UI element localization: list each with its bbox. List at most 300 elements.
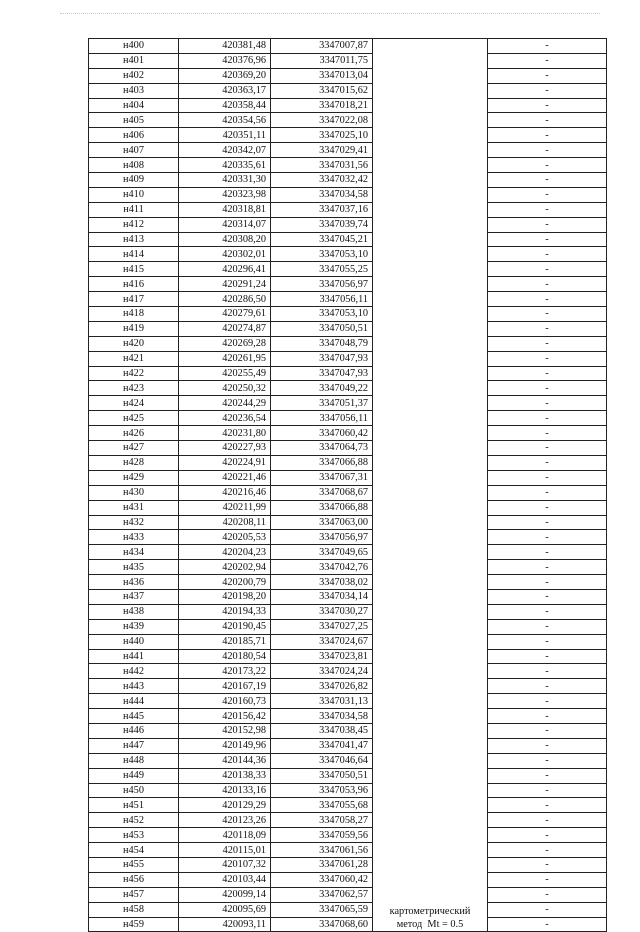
y-coordinate-cell: 3347038,45 [271,723,373,738]
y-coordinate-cell: 3347022,08 [271,113,373,128]
y-coordinate-cell: 3347056,97 [271,530,373,545]
y-coordinate-cell: 3347051,37 [271,396,373,411]
x-coordinate-cell: 420221,46 [179,470,271,485]
x-coordinate-cell: 420107,32 [179,857,271,872]
point-name-cell: н405 [89,113,179,128]
table-row [89,277,607,292]
y-coordinate-cell: 3347031,13 [271,694,373,709]
accuracy-cell: - [488,545,607,560]
accuracy-cell: - [488,530,607,545]
accuracy-cell: - [488,232,607,247]
x-coordinate-cell: 420180,54 [179,649,271,664]
point-name-cell: н404 [89,98,179,113]
point-name-cell: н428 [89,455,179,470]
table-row [89,187,607,202]
point-name-cell: н439 [89,619,179,634]
y-coordinate-cell: 3347068,67 [271,485,373,500]
point-name-cell: н423 [89,381,179,396]
y-coordinate-cell: 3347055,68 [271,798,373,813]
x-coordinate-cell: 420244,29 [179,396,271,411]
point-name-cell: н438 [89,604,179,619]
accuracy-cell: - [488,872,607,887]
point-name-cell: н426 [89,426,179,441]
y-coordinate-cell: 3347053,10 [271,307,373,322]
table-row [89,83,607,98]
method-label-line1: картометрический [389,906,471,918]
table-row [89,455,607,470]
x-coordinate-cell: 420261,95 [179,351,271,366]
accuracy-cell: - [488,560,607,575]
x-coordinate-cell: 420123,26 [179,813,271,828]
y-coordinate-cell: 3347050,51 [271,321,373,336]
x-coordinate-cell: 420118,09 [179,828,271,843]
y-coordinate-cell: 3347041,47 [271,738,373,753]
point-name-cell: н431 [89,500,179,515]
point-name-cell: н421 [89,351,179,366]
y-coordinate-cell: 3347059,56 [271,828,373,843]
point-name-cell: н401 [89,53,179,68]
point-name-cell: н434 [89,545,179,560]
accuracy-cell: - [488,857,607,872]
point-name-cell: н451 [89,798,179,813]
table-row [89,872,607,887]
x-coordinate-cell: 420224,91 [179,455,271,470]
x-coordinate-cell: 420173,22 [179,664,271,679]
accuracy-cell: - [488,604,607,619]
method-cell [373,39,488,932]
y-coordinate-cell: 3347058,27 [271,813,373,828]
accuracy-cell: - [488,649,607,664]
accuracy-cell: - [488,843,607,858]
table-row [89,113,607,128]
table-row [89,68,607,83]
point-name-cell: н419 [89,321,179,336]
x-coordinate-cell: 420138,33 [179,768,271,783]
accuracy-cell: - [488,679,607,694]
accuracy-cell: - [488,828,607,843]
table-row [89,143,607,158]
y-coordinate-cell: 3347056,11 [271,292,373,307]
x-coordinate-cell: 420354,56 [179,113,271,128]
y-coordinate-cell: 3347018,21 [271,98,373,113]
accuracy-cell: - [488,426,607,441]
point-name-cell: н444 [89,694,179,709]
y-coordinate-cell: 3347034,58 [271,709,373,724]
point-name-cell: н433 [89,530,179,545]
table-row [89,902,607,917]
table-row [89,292,607,307]
x-coordinate-cell: 420318,81 [179,202,271,217]
accuracy-cell: - [488,53,607,68]
y-coordinate-cell: 3347061,28 [271,857,373,872]
accuracy-cell: - [488,902,607,917]
point-name-cell: н443 [89,679,179,694]
accuracy-cell: - [488,694,607,709]
point-name-cell: н447 [89,738,179,753]
x-coordinate-cell: 420286,50 [179,292,271,307]
point-name-cell: н420 [89,336,179,351]
table-row [89,366,607,381]
y-coordinate-cell: 3347060,42 [271,426,373,441]
y-coordinate-cell: 3347064,73 [271,441,373,456]
point-name-cell: н441 [89,649,179,664]
y-coordinate-cell: 3347061,56 [271,843,373,858]
x-coordinate-cell: 420211,99 [179,500,271,515]
accuracy-cell: - [488,783,607,798]
x-coordinate-cell: 420099,14 [179,887,271,902]
table-row [89,336,607,351]
point-name-cell: н454 [89,843,179,858]
accuracy-cell: - [488,664,607,679]
accuracy-cell: - [488,738,607,753]
method-label-line2: метод Mt = 0.5 [396,919,464,931]
table-row [89,813,607,828]
table-row [89,202,607,217]
x-coordinate-cell: 420200,79 [179,575,271,590]
accuracy-cell: - [488,589,607,604]
table-row [89,173,607,188]
point-name-cell: н457 [89,887,179,902]
y-coordinate-cell: 3347038,02 [271,575,373,590]
y-coordinate-cell: 3347030,27 [271,604,373,619]
x-coordinate-cell: 420115,01 [179,843,271,858]
point-name-cell: н410 [89,187,179,202]
x-coordinate-cell: 420369,20 [179,68,271,83]
table-row [89,530,607,545]
accuracy-cell: - [488,247,607,262]
point-name-cell: н406 [89,128,179,143]
accuracy-cell: - [488,485,607,500]
x-coordinate-cell: 420160,73 [179,694,271,709]
point-name-cell: н417 [89,292,179,307]
x-coordinate-cell: 420198,20 [179,589,271,604]
accuracy-cell: - [488,441,607,456]
accuracy-cell: - [488,217,607,232]
point-name-cell: н408 [89,158,179,173]
point-name-cell: н435 [89,560,179,575]
y-coordinate-cell: 3347053,10 [271,247,373,262]
x-coordinate-cell: 420314,07 [179,217,271,232]
table-row [89,604,607,619]
y-coordinate-cell: 3347025,10 [271,128,373,143]
x-coordinate-cell: 420231,80 [179,426,271,441]
table-row [89,53,607,68]
x-coordinate-cell: 420093,11 [179,917,271,932]
point-name-cell: н414 [89,247,179,262]
y-coordinate-cell: 3347027,25 [271,619,373,634]
x-coordinate-cell: 420133,16 [179,783,271,798]
y-coordinate-cell: 3347026,82 [271,679,373,694]
accuracy-cell: - [488,113,607,128]
x-coordinate-cell: 420204,23 [179,545,271,560]
accuracy-cell: - [488,158,607,173]
x-coordinate-cell: 420376,96 [179,53,271,68]
y-coordinate-cell: 3347056,11 [271,411,373,426]
point-name-cell: н456 [89,872,179,887]
table-row [89,575,607,590]
y-coordinate-cell: 3347032,42 [271,173,373,188]
y-coordinate-cell: 3347015,62 [271,83,373,98]
y-coordinate-cell: 3347042,76 [271,560,373,575]
accuracy-cell: - [488,366,607,381]
table-row [89,768,607,783]
point-name-cell: н449 [89,768,179,783]
y-coordinate-cell: 3347023,81 [271,649,373,664]
x-coordinate-cell: 420358,44 [179,98,271,113]
accuracy-cell: - [488,500,607,515]
table-row [89,426,607,441]
x-coordinate-cell: 420152,98 [179,723,271,738]
x-coordinate-cell: 420149,96 [179,738,271,753]
table-row [89,232,607,247]
y-coordinate-cell: 3347056,97 [271,277,373,292]
table-row [89,843,607,858]
x-coordinate-cell: 420236,54 [179,411,271,426]
point-name-cell: н448 [89,753,179,768]
x-coordinate-cell: 420129,29 [179,798,271,813]
point-name-cell: н422 [89,366,179,381]
y-coordinate-cell: 3347031,56 [271,158,373,173]
x-coordinate-cell: 420335,61 [179,158,271,173]
point-name-cell: н452 [89,813,179,828]
table-row [89,381,607,396]
table-row [89,396,607,411]
x-coordinate-cell: 420302,01 [179,247,271,262]
table-row [89,321,607,336]
accuracy-cell: - [488,68,607,83]
accuracy-cell: - [488,321,607,336]
y-coordinate-cell: 3347049,22 [271,381,373,396]
y-coordinate-cell: 3347011,75 [271,53,373,68]
x-coordinate-cell: 420144,36 [179,753,271,768]
accuracy-cell: - [488,768,607,783]
accuracy-cell: - [488,709,607,724]
y-coordinate-cell: 3347024,67 [271,634,373,649]
point-name-cell: н403 [89,83,179,98]
y-coordinate-cell: 3347063,00 [271,515,373,530]
accuracy-cell: - [488,98,607,113]
y-coordinate-cell: 3347065,59 [271,902,373,917]
point-name-cell: н459 [89,917,179,932]
point-name-cell: н453 [89,828,179,843]
table-row [89,649,607,664]
coordinates-table-body [89,39,607,932]
table-row [89,887,607,902]
table-row [89,664,607,679]
table-row [89,753,607,768]
y-coordinate-cell: 3347046,64 [271,753,373,768]
point-name-cell: н413 [89,232,179,247]
table-row [89,470,607,485]
point-name-cell: н440 [89,634,179,649]
table-row [89,515,607,530]
x-coordinate-cell: 420194,33 [179,604,271,619]
y-coordinate-cell: 3347034,58 [271,187,373,202]
point-name-cell: н409 [89,173,179,188]
accuracy-cell: - [488,381,607,396]
y-coordinate-cell: 3347024,24 [271,664,373,679]
x-coordinate-cell: 420185,71 [179,634,271,649]
x-coordinate-cell: 420331,30 [179,173,271,188]
y-coordinate-cell: 3347050,51 [271,768,373,783]
point-name-cell: н437 [89,589,179,604]
x-coordinate-cell: 420342,07 [179,143,271,158]
accuracy-cell: - [488,396,607,411]
accuracy-cell: - [488,262,607,277]
point-name-cell: н458 [89,902,179,917]
y-coordinate-cell: 3347045,21 [271,232,373,247]
y-coordinate-cell: 3347053,96 [271,783,373,798]
x-coordinate-cell: 420190,45 [179,619,271,634]
point-name-cell: н412 [89,217,179,232]
table-row [89,307,607,322]
point-name-cell: н400 [89,39,179,54]
x-coordinate-cell: 420269,28 [179,336,271,351]
x-coordinate-cell: 420167,19 [179,679,271,694]
accuracy-cell: - [488,887,607,902]
x-coordinate-cell: 420351,11 [179,128,271,143]
x-coordinate-cell: 420216,46 [179,485,271,500]
accuracy-cell: - [488,202,607,217]
y-coordinate-cell: 3347062,57 [271,887,373,902]
point-name-cell: н411 [89,202,179,217]
point-name-cell: н415 [89,262,179,277]
accuracy-cell: - [488,292,607,307]
y-coordinate-cell: 3347049,65 [271,545,373,560]
y-coordinate-cell: 3347055,25 [271,262,373,277]
x-coordinate-cell: 420323,98 [179,187,271,202]
table-row [89,158,607,173]
table-row [89,634,607,649]
accuracy-cell: - [488,634,607,649]
y-coordinate-cell: 3347066,88 [271,500,373,515]
point-name-cell: н427 [89,441,179,456]
x-coordinate-cell: 420274,87 [179,321,271,336]
y-coordinate-cell: 3347066,88 [271,455,373,470]
table-row [89,560,607,575]
accuracy-cell: - [488,917,607,932]
table-row [89,857,607,872]
point-name-cell: н432 [89,515,179,530]
table-row [89,500,607,515]
accuracy-cell: - [488,575,607,590]
accuracy-cell: - [488,813,607,828]
accuracy-cell: - [488,351,607,366]
table-row [89,545,607,560]
y-coordinate-cell: 3347013,04 [271,68,373,83]
point-name-cell: н402 [89,68,179,83]
point-name-cell: н430 [89,485,179,500]
scan-artifact-line [60,13,600,15]
point-name-cell: н442 [89,664,179,679]
x-coordinate-cell: 420202,94 [179,560,271,575]
y-coordinate-cell: 3347034,14 [271,589,373,604]
table-row [89,128,607,143]
table-row [89,738,607,753]
coordinates-table [88,38,607,932]
point-name-cell: н450 [89,783,179,798]
point-name-cell: н429 [89,470,179,485]
point-name-cell: н407 [89,143,179,158]
table-row [89,589,607,604]
x-coordinate-cell: 420381,48 [179,39,271,54]
accuracy-cell: - [488,83,607,98]
accuracy-cell: - [488,619,607,634]
y-coordinate-cell: 3347068,60 [271,917,373,932]
table-row [89,917,607,932]
table-row [89,709,607,724]
table-row [89,828,607,843]
accuracy-cell: - [488,723,607,738]
table-row [89,262,607,277]
x-coordinate-cell: 420227,93 [179,441,271,456]
table-row [89,247,607,262]
table-row [89,441,607,456]
accuracy-cell: - [488,187,607,202]
accuracy-cell: - [488,753,607,768]
point-name-cell: н424 [89,396,179,411]
table-row [89,39,607,54]
y-coordinate-cell: 3347047,93 [271,351,373,366]
point-name-cell: н425 [89,411,179,426]
x-coordinate-cell: 420291,24 [179,277,271,292]
accuracy-cell: - [488,143,607,158]
table-row [89,679,607,694]
point-name-cell: н418 [89,307,179,322]
point-name-cell: н436 [89,575,179,590]
table-row [89,485,607,500]
y-coordinate-cell: 3347037,16 [271,202,373,217]
point-name-cell: н446 [89,723,179,738]
accuracy-cell: - [488,470,607,485]
table-row [89,798,607,813]
x-coordinate-cell: 420156,42 [179,709,271,724]
y-coordinate-cell: 3347029,41 [271,143,373,158]
y-coordinate-cell: 3347060,42 [271,872,373,887]
point-name-cell: н455 [89,857,179,872]
x-coordinate-cell: 420208,11 [179,515,271,530]
x-coordinate-cell: 420308,20 [179,232,271,247]
accuracy-cell: - [488,798,607,813]
accuracy-cell: - [488,455,607,470]
table-row [89,217,607,232]
y-coordinate-cell: 3347047,93 [271,366,373,381]
accuracy-cell: - [488,277,607,292]
accuracy-cell: - [488,411,607,426]
x-coordinate-cell: 420205,53 [179,530,271,545]
x-coordinate-cell: 420296,41 [179,262,271,277]
x-coordinate-cell: 420095,69 [179,902,271,917]
table-row [89,783,607,798]
x-coordinate-cell: 420103,44 [179,872,271,887]
y-coordinate-cell: 3347039,74 [271,217,373,232]
point-name-cell: н416 [89,277,179,292]
accuracy-cell: - [488,173,607,188]
x-coordinate-cell: 420279,61 [179,307,271,322]
accuracy-cell: - [488,307,607,322]
accuracy-cell: - [488,336,607,351]
table-row [89,351,607,366]
table-row [89,619,607,634]
table-row [89,98,607,113]
accuracy-cell: - [488,39,607,54]
table-row [89,411,607,426]
point-name-cell: н445 [89,709,179,724]
x-coordinate-cell: 420255,49 [179,366,271,381]
y-coordinate-cell: 3347007,87 [271,39,373,54]
table-row [89,694,607,709]
accuracy-cell: - [488,515,607,530]
